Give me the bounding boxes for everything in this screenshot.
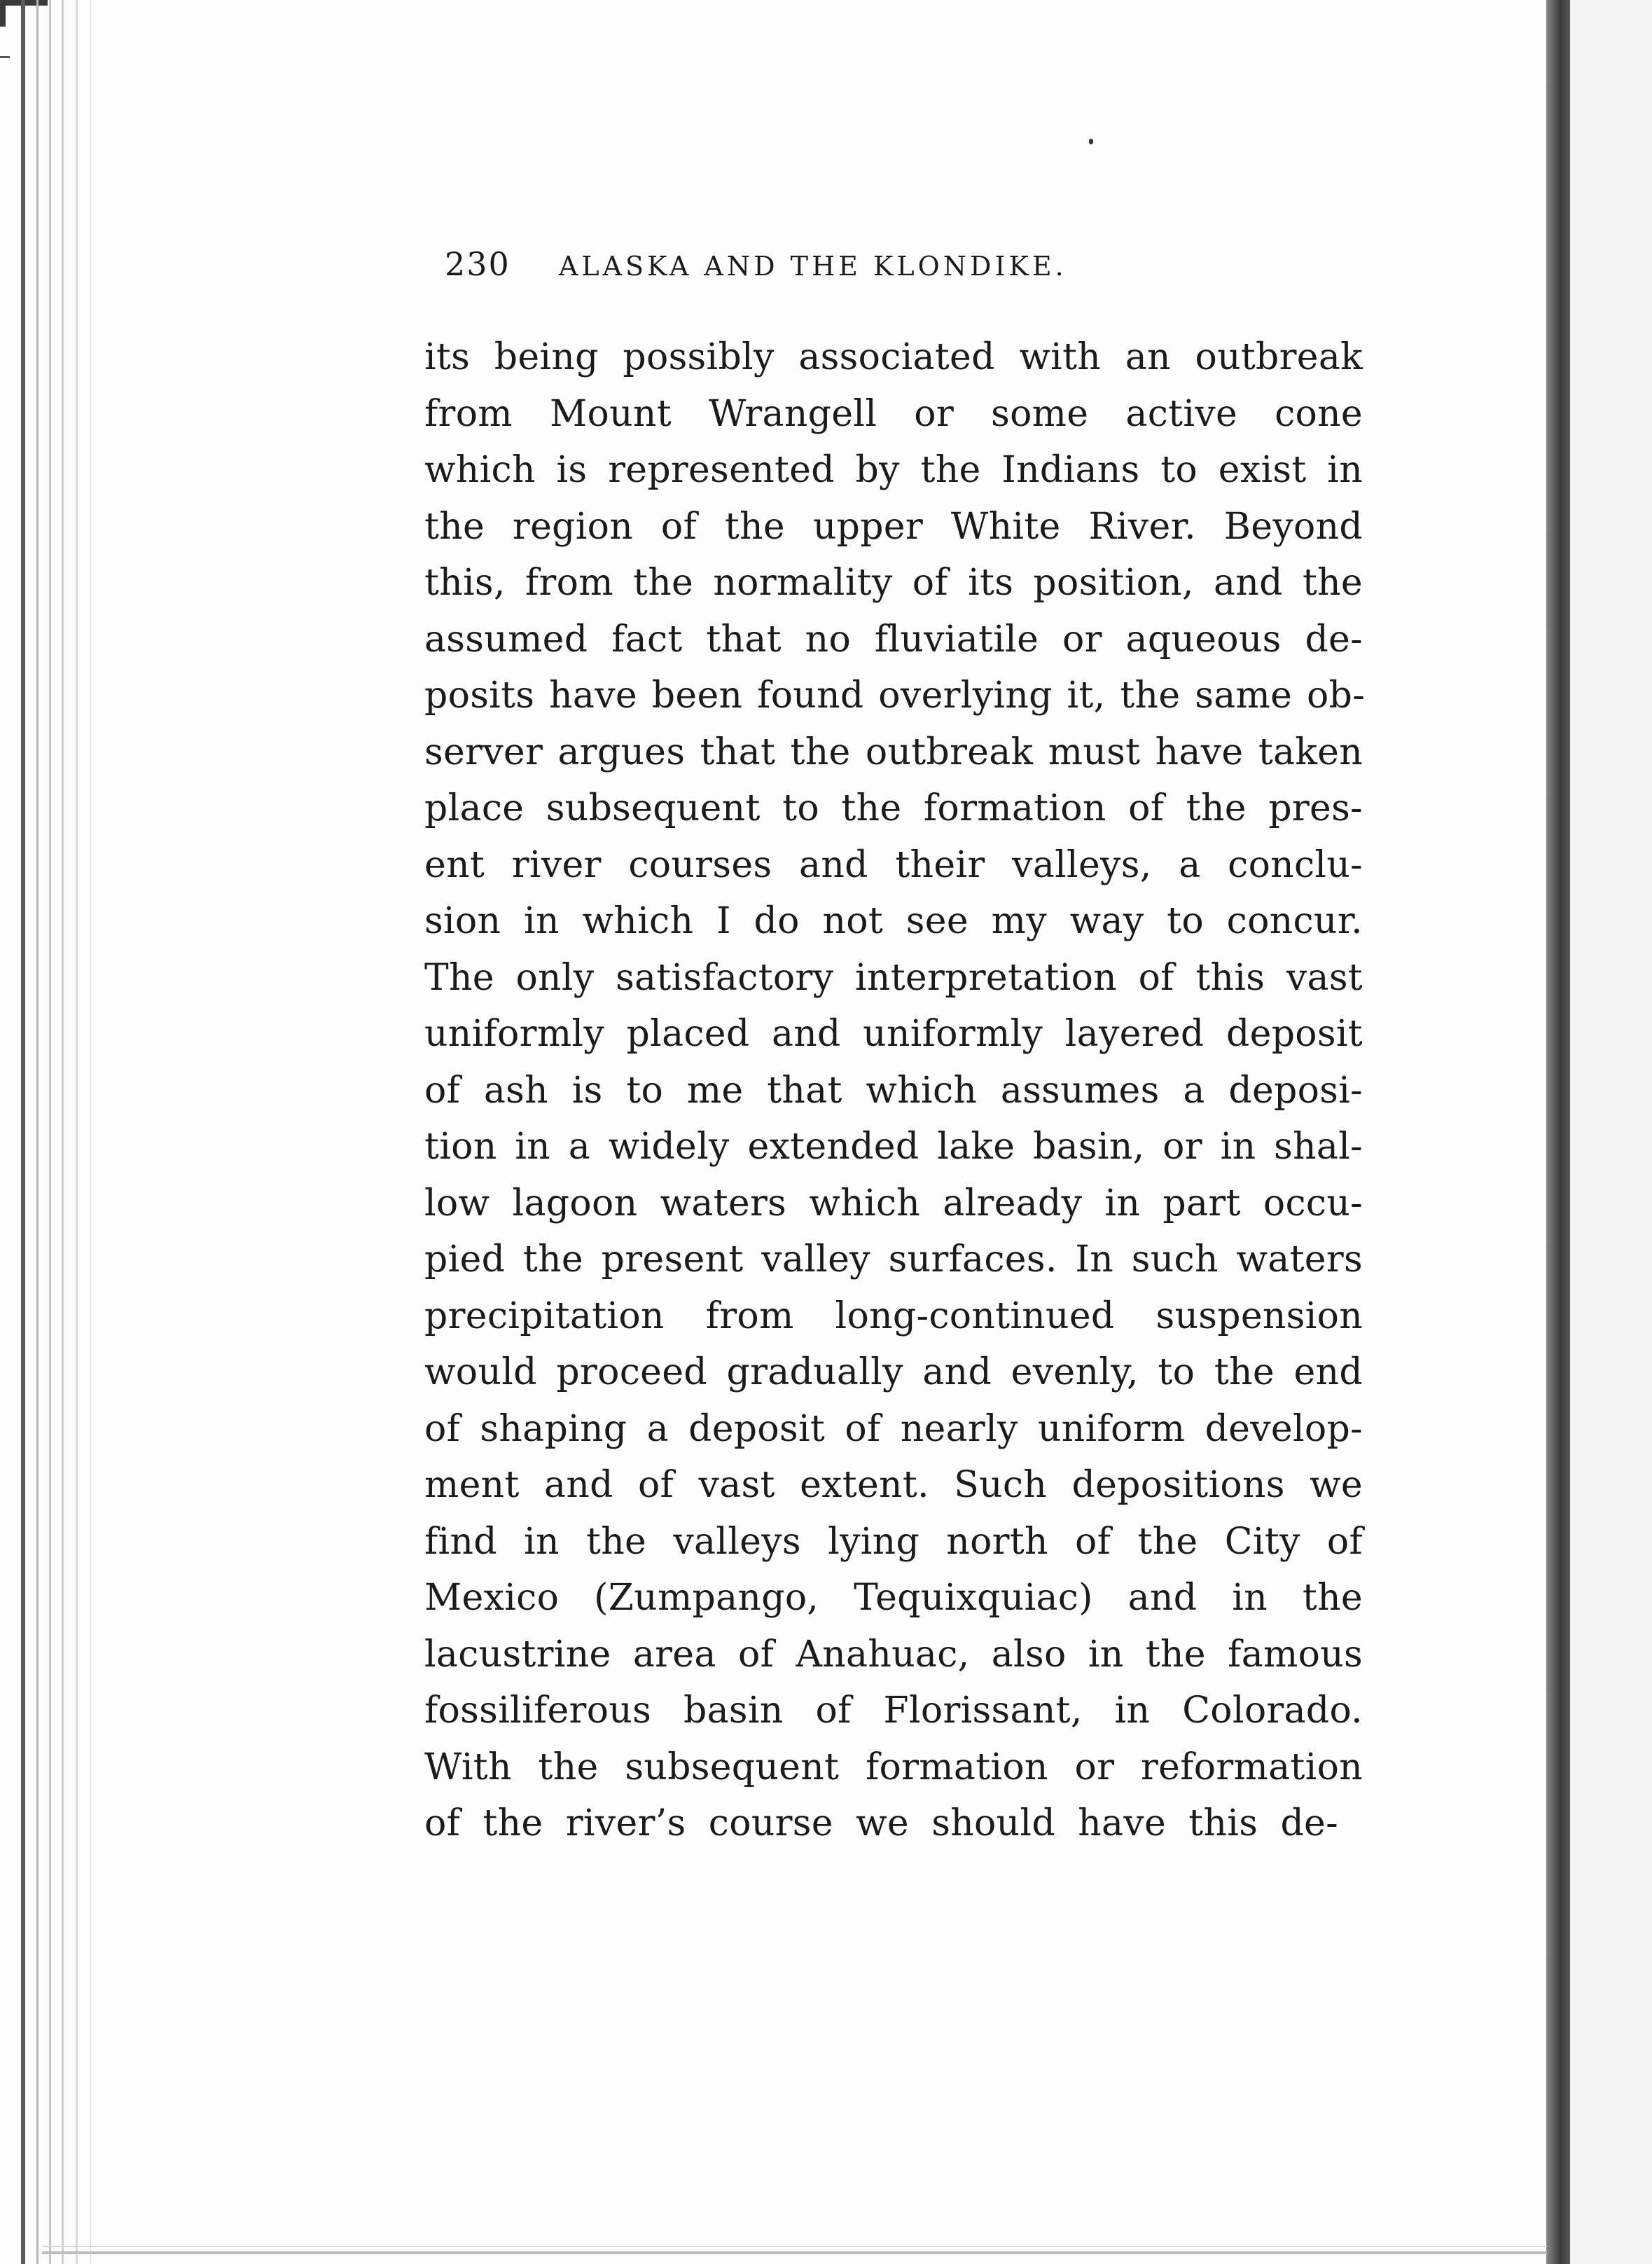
text-line: assumed fact that no fluviatile or aqueous de- (424, 618, 1363, 661)
text-line: which is represented by the Indians to exist in (424, 449, 1363, 491)
text-line: from Mount Wrangell or some active cone (424, 392, 1363, 435)
text-line: ent river courses and their valleys, a conclu- (424, 843, 1363, 886)
text-line: sion in which I do not see my way to concur. (424, 900, 1363, 942)
page-stack-edge (21, 0, 25, 2264)
ink-speck (1089, 139, 1093, 144)
binding-shadow (1546, 0, 1570, 2264)
edge-mark (0, 56, 10, 58)
text-line: of shaping a deposit of nearly uniform develop- (424, 1407, 1363, 1450)
text-line: tion in a widely extended lake basin, or in shal- (424, 1126, 1363, 1168)
text-line: low lagoon waters which already in part occu- (424, 1182, 1363, 1224)
page-stack-edge (36, 0, 39, 2264)
text-line: precipitation from long-continued suspension (424, 1295, 1363, 1337)
text-line: lacustrine area of Anahuac, also in the famous (424, 1633, 1363, 1676)
text-line: The only satisfactory interpretation of this vast (424, 956, 1363, 999)
text-line: this, from the normality of its position, and the (424, 562, 1363, 604)
page-stack-edge (49, 0, 51, 2264)
text-line: pied the present valley surfaces. In such waters (424, 1238, 1363, 1281)
facing-page-edge (1570, 0, 1652, 2264)
text-line: server argues that the outbreak must have taken (424, 731, 1363, 773)
text-line: its being possibly associated with an outbreak (424, 336, 1363, 378)
body-text (424, 329, 1366, 1852)
text-line: With the subsequent formation or reformation (424, 1746, 1363, 1788)
page-stack-edge (90, 0, 91, 2264)
text-line: would proceed gradually and evenly, to the end (424, 1351, 1363, 1393)
text-line: find in the valleys lying north of the City of (424, 1520, 1363, 1563)
text-line: the region of the upper White River. Beyond (424, 505, 1363, 548)
page-header (445, 245, 1208, 283)
bottom-page-edge (42, 2251, 1547, 2254)
text-line: of the river’s course we should have this de- (424, 1802, 1338, 1844)
text-line: ment and of vast extent. Such depositions we (424, 1464, 1363, 1506)
text-line: uniformly placed and uniformly layered deposit (424, 1013, 1363, 1055)
bottom-page-edge (42, 2246, 1547, 2247)
running-title: ALASKA AND THE KLONDIKE. (558, 251, 1067, 282)
page-number: 230 (445, 245, 511, 283)
page-stack-edge (62, 0, 64, 2264)
text-line: fossiliferous basin of Florissant, in Colorado. (424, 1690, 1363, 1732)
text-line: place subsequent to the formation of the pres- (424, 787, 1363, 829)
page-stack-edge (76, 0, 78, 2264)
text-line: posits have been found overlying it, the same ob- (424, 675, 1366, 717)
text-line: Mexico (Zumpango, Tequixquiac) and in the (424, 1577, 1363, 1619)
text-line: of ash is to me that which assumes a deposi- (424, 1069, 1363, 1112)
